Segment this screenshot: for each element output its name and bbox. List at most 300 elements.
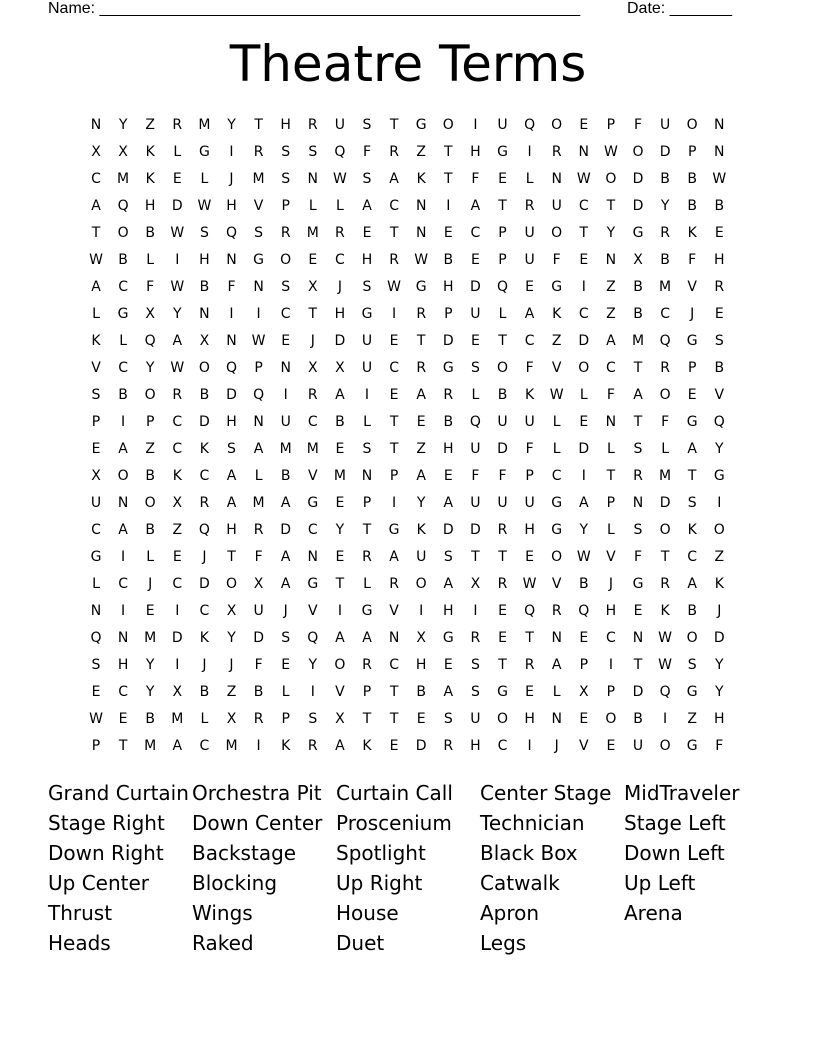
grid-letter: H	[280, 117, 291, 133]
grid-letter: D	[470, 279, 481, 295]
grid-letter: V	[308, 603, 318, 619]
grid-letter: G	[117, 306, 129, 322]
grid-letter: J	[229, 657, 234, 673]
grid-letter: A	[335, 738, 345, 754]
grid-letter: O	[117, 468, 129, 484]
grid-letter: R	[307, 387, 318, 403]
grid-letter: O	[551, 117, 563, 133]
grid-letter: R	[416, 360, 427, 376]
grid-letter: C	[606, 630, 616, 646]
grid-letter: Q	[117, 198, 129, 214]
word-list-item: Stage Left	[624, 811, 726, 835]
grid-letter: F	[715, 738, 724, 754]
grid-letter: V	[389, 603, 399, 619]
grid-letter: O	[632, 144, 644, 160]
grid-letter: R	[172, 387, 183, 403]
grid-letter: H	[470, 144, 481, 160]
word-list-item: Stage Right	[48, 811, 165, 835]
grid-letter: A	[280, 576, 291, 592]
grid-letter: N	[578, 144, 590, 160]
grid-letter: F	[661, 414, 670, 430]
grid-letter: E	[281, 333, 291, 349]
grid-letter: U	[361, 333, 373, 349]
grid-letter: U	[497, 414, 508, 430]
grid-letter: J	[554, 738, 559, 754]
grid-letter: S	[443, 711, 453, 727]
grid-letter: C	[118, 360, 128, 376]
grid-letter: J	[337, 279, 342, 295]
grid-letter: C	[307, 522, 318, 538]
grid-letter: M	[225, 738, 238, 754]
grid-letter: L	[254, 468, 263, 484]
grid-letter: K	[281, 738, 291, 754]
grid-letter: H	[226, 198, 237, 214]
grid-letter: K	[687, 225, 697, 241]
grid-letter: C	[199, 603, 210, 619]
grid-letter: T	[471, 549, 480, 565]
grid-letter: A	[551, 657, 562, 673]
grid-letter: B	[145, 522, 155, 538]
grid-letter: S	[362, 117, 372, 133]
grid-letter: S	[362, 441, 372, 457]
grid-letter: O	[144, 387, 156, 403]
grid-letter: G	[388, 522, 400, 538]
grid-letter: G	[551, 279, 563, 295]
grid-letter: E	[525, 279, 535, 295]
grid-letter: P	[281, 198, 290, 214]
grid-letter: R	[199, 495, 210, 511]
grid-letter: Z	[551, 333, 562, 349]
grid-letter: L	[606, 522, 615, 538]
grid-letter: L	[119, 333, 127, 349]
grid-letter: R	[307, 117, 318, 133]
grid-letter: E	[389, 333, 399, 349]
grid-letter: B	[118, 252, 128, 268]
grid-letter: N	[361, 468, 373, 484]
grid-letter: E	[443, 657, 453, 673]
grid-letter: I	[229, 306, 234, 322]
grid-letter: P	[687, 360, 697, 376]
grid-letter: C	[687, 549, 698, 565]
grid-letter: P	[281, 711, 290, 727]
grid-letter: W	[170, 279, 185, 295]
grid-letter: B	[714, 360, 725, 376]
grid-letter: R	[253, 711, 264, 727]
grid-letter: C	[118, 684, 128, 700]
grid-letter: M	[306, 441, 319, 457]
grid-letter: W	[387, 279, 402, 295]
grid-letter: M	[631, 333, 645, 349]
grid-letter: E	[308, 252, 318, 268]
grid-letter: W	[170, 360, 185, 376]
grid-letter: M	[144, 738, 157, 754]
grid-letter: R	[660, 360, 670, 376]
grid-letter: X	[226, 711, 237, 727]
grid-letter: X	[226, 603, 237, 619]
grid-letter: A	[172, 333, 183, 349]
grid-letter: N	[551, 711, 562, 727]
worksheet-header	[48, 0, 748, 20]
grid-letter: A	[606, 333, 616, 349]
grid-letter: C	[524, 333, 535, 349]
grid-letter: T	[362, 711, 372, 727]
grid-letter: O	[225, 576, 238, 592]
grid-letter: S	[281, 144, 291, 160]
grid-letter: T	[498, 198, 507, 214]
grid-letter: V	[308, 468, 318, 484]
grid-letter: A	[91, 198, 101, 214]
grid-letter: Y	[227, 630, 236, 646]
grid-letter: D	[171, 630, 183, 646]
grid-letter: R	[660, 576, 670, 592]
grid-letter: W	[658, 657, 673, 673]
grid-letter: C	[307, 414, 318, 430]
grid-letter: E	[606, 738, 616, 754]
grid-letter: H	[199, 252, 210, 268]
grid-letter: E	[443, 225, 453, 241]
grid-letter: N	[714, 117, 725, 133]
grid-letter: P	[579, 657, 589, 673]
grid-letter: U	[334, 117, 346, 133]
grid-letter: X	[118, 144, 128, 160]
grid-letter: A	[226, 495, 237, 511]
grid-letter: F	[498, 468, 507, 484]
grid-letter: F	[146, 279, 155, 295]
grid-letter: F	[254, 549, 263, 565]
grid-letter: U	[659, 117, 671, 133]
grid-letter: Z	[226, 684, 237, 700]
grid-letter: K	[145, 144, 155, 160]
grid-letter: L	[579, 387, 588, 403]
grid-letter: F	[525, 441, 534, 457]
grid-letter: C	[389, 198, 399, 214]
grid-letter: W	[170, 225, 185, 241]
grid-letter: E	[498, 171, 507, 187]
grid-letter: A	[172, 738, 183, 754]
grid-letter: F	[227, 279, 236, 295]
grid-letter: S	[470, 360, 480, 376]
grid-letter: X	[308, 279, 318, 295]
grid-letter: U	[524, 252, 535, 268]
grid-letter: E	[416, 711, 426, 727]
grid-letter: O	[659, 522, 671, 538]
grid-letter: I	[121, 603, 126, 619]
grid-letter: N	[280, 360, 291, 376]
grid-letter: S	[254, 225, 264, 241]
grid-letter: O	[686, 630, 698, 646]
grid-letter: R	[172, 117, 183, 133]
grid-letter: U	[253, 603, 264, 619]
grid-letter: E	[362, 225, 372, 241]
grid-letter: F	[362, 144, 372, 160]
word-list-item: Raked	[192, 931, 254, 955]
grid-letter: E	[118, 711, 128, 727]
grid-letter: Z	[714, 549, 725, 565]
grid-letter: O	[144, 495, 156, 511]
grid-letter: M	[279, 441, 292, 457]
grid-letter: V	[335, 684, 345, 700]
grid-letter: A	[416, 468, 426, 484]
grid-letter: U	[497, 495, 508, 511]
grid-letter: H	[443, 603, 454, 619]
grid-letter: L	[308, 198, 317, 214]
grid-letter: U	[551, 198, 562, 214]
grid-letter: A	[335, 387, 345, 403]
grid-letter: C	[199, 738, 210, 754]
grid-letter: M	[333, 468, 346, 484]
grid-letter: A	[253, 441, 264, 457]
grid-letter: I	[256, 738, 261, 754]
grid-letter: A	[362, 630, 372, 646]
grid-letter: Z	[416, 441, 426, 457]
grid-letter: J	[202, 549, 207, 565]
grid-letter: I	[175, 657, 180, 673]
grid-letter: H	[470, 738, 481, 754]
grid-letter: N	[253, 279, 264, 295]
grid-letter: I	[256, 306, 261, 322]
grid-letter: N	[388, 630, 400, 646]
grid-letter: U	[361, 360, 373, 376]
word-list-item: Down Right	[48, 841, 164, 865]
grid-letter: C	[199, 468, 210, 484]
grid-letter: P	[362, 495, 372, 511]
grid-letter: U	[524, 414, 535, 430]
grid-letter: Y	[308, 657, 318, 673]
grid-letter: G	[442, 360, 454, 376]
grid-letter: O	[496, 360, 509, 376]
grid-letter: B	[253, 684, 264, 700]
grid-letter: O	[686, 117, 698, 133]
grid-letter: M	[144, 630, 157, 646]
grid-letter: Z	[145, 117, 155, 133]
grid-letter: Q	[334, 144, 346, 160]
grid-letter: P	[362, 684, 372, 700]
grid-letter: P	[91, 738, 101, 754]
grid-letter: L	[281, 684, 290, 700]
grid-letter: D	[171, 198, 183, 214]
grid-letter: T	[389, 684, 399, 700]
grid-letter: E	[498, 630, 507, 646]
word-list-item: Grand Curtain	[48, 781, 189, 805]
grid-letter: L	[552, 684, 561, 700]
grid-letter: N	[714, 144, 725, 160]
grid-letter: P	[498, 252, 507, 268]
grid-letter: B	[714, 198, 725, 214]
grid-letter: H	[524, 522, 535, 538]
grid-letter: V	[606, 549, 616, 565]
grid-letter: B	[199, 387, 210, 403]
grid-letter: G	[307, 576, 319, 592]
grid-letter: T	[335, 576, 345, 592]
grid-letter: B	[199, 279, 210, 295]
grid-letter: R	[389, 144, 399, 160]
grid-letter: L	[173, 144, 182, 160]
grid-letter: N	[90, 603, 102, 619]
grid-letter: Z	[606, 279, 616, 295]
grid-letter: K	[525, 387, 535, 403]
grid-letter: E	[443, 468, 453, 484]
grid-letter: H	[226, 414, 237, 430]
grid-letter: Z	[172, 522, 183, 538]
grid-letter: R	[443, 738, 454, 754]
grid-letter: M	[306, 225, 319, 241]
grid-letter: O	[578, 360, 590, 376]
grid-letter: P	[525, 468, 534, 484]
grid-letter: B	[660, 252, 670, 268]
grid-letter: I	[364, 387, 370, 403]
grid-letter: T	[498, 333, 507, 349]
grid-letter: U	[524, 495, 535, 511]
word-list-item: MidTraveler	[624, 781, 740, 805]
grid-letter: E	[714, 306, 724, 322]
grid-letter: I	[392, 306, 397, 322]
grid-letter: W	[89, 711, 103, 727]
grid-letter: D	[199, 414, 210, 430]
grid-letter: E	[335, 495, 345, 511]
grid-letter: S	[470, 684, 480, 700]
grid-letter: L	[335, 198, 344, 214]
grid-letter: G	[253, 252, 265, 268]
grid-letter: W	[522, 576, 537, 592]
grid-letter: Y	[579, 522, 589, 538]
grid-letter: Q	[524, 603, 536, 619]
grid-letter: M	[198, 117, 211, 133]
grid-letter: A	[362, 198, 372, 214]
word-list-item: Center Stage	[480, 781, 612, 805]
grid-letter: I	[473, 117, 478, 133]
grid-letter: V	[687, 279, 697, 295]
grid-letter: L	[525, 171, 534, 187]
grid-letter: B	[497, 387, 508, 403]
grid-letter: Y	[660, 198, 670, 214]
grid-letter: H	[443, 279, 454, 295]
grid-letter: R	[443, 387, 454, 403]
grid-letter: B	[687, 603, 697, 619]
grid-letter: D	[659, 144, 671, 160]
grid-letter: W	[603, 144, 618, 160]
grid-letter: J	[283, 603, 288, 619]
grid-letter: D	[226, 387, 237, 403]
grid-letter: H	[117, 657, 129, 673]
grid-letter: B	[687, 171, 697, 187]
grid-letter: L	[200, 711, 209, 727]
grid-letter: B	[687, 198, 697, 214]
grid-letter: S	[714, 333, 724, 349]
grid-letter: N	[226, 333, 237, 349]
word-list-item: Black Box	[480, 841, 578, 865]
grid-letter: G	[361, 306, 373, 322]
grid-letter: L	[200, 171, 209, 187]
grid-letter: R	[416, 306, 427, 322]
grid-letter: F	[525, 360, 534, 376]
grid-letter: U	[470, 441, 481, 457]
grid-letter: W	[576, 171, 591, 187]
grid-letter: L	[146, 252, 155, 268]
grid-letter: Y	[335, 522, 345, 538]
grid-letter: E	[714, 225, 724, 241]
grid-letter: G	[686, 333, 698, 349]
grid-letter: C	[470, 225, 481, 241]
grid-letter: B	[660, 171, 670, 187]
grid-letter: R	[253, 144, 264, 160]
grid-letter: F	[633, 117, 643, 133]
grid-letter: O	[496, 711, 509, 727]
grid-letter: A	[389, 549, 399, 565]
word-list-item: Thrust	[48, 901, 113, 925]
grid-letter: O	[659, 387, 671, 403]
grid-letter: G	[551, 522, 563, 538]
grid-letter: G	[686, 684, 698, 700]
grid-letter: G	[686, 738, 698, 754]
grid-letter: V	[91, 360, 101, 376]
grid-letter: V	[551, 360, 562, 376]
grid-letter: C	[172, 414, 183, 430]
grid-letter: M	[252, 171, 265, 187]
grid-letter: D	[442, 522, 454, 538]
grid-letter: C	[280, 306, 291, 322]
grid-letter: N	[117, 630, 129, 646]
grid-letter: Z	[145, 441, 155, 457]
grid-letter: R	[389, 252, 399, 268]
grid-letter: E	[389, 738, 399, 754]
grid-letter: Z	[606, 306, 616, 322]
page-title: Theatre Terms	[229, 35, 587, 93]
grid-letter: T	[389, 414, 399, 430]
word-list-item: Apron	[480, 901, 540, 925]
grid-letter: W	[712, 171, 727, 187]
grid-letter: E	[470, 252, 480, 268]
grid-letter: N	[551, 171, 562, 187]
grid-letter: T	[687, 468, 697, 484]
grid-letter: O	[415, 576, 427, 592]
grid-letter: G	[415, 117, 427, 133]
grid-letter: J	[202, 657, 207, 673]
word-list-item: Spotlight	[336, 841, 426, 865]
grid-letter: J	[717, 603, 722, 619]
grid-letter: I	[229, 144, 234, 160]
grid-letter: P	[91, 414, 101, 430]
grid-letter: B	[199, 684, 210, 700]
grid-letter: E	[687, 387, 697, 403]
grid-letter: P	[498, 225, 507, 241]
grid-letter: Q	[659, 684, 671, 700]
grid-letter: L	[146, 549, 155, 565]
grid-letter: N	[632, 630, 644, 646]
grid-letter: N	[117, 495, 129, 511]
grid-letter: I	[527, 738, 532, 754]
grid-letter: U	[416, 549, 427, 565]
grid-letter: S	[281, 279, 291, 295]
grid-letter: W	[332, 171, 347, 187]
grid-letter: M	[252, 495, 265, 511]
grid-letter: E	[172, 549, 182, 565]
grid-letter: G	[497, 144, 508, 160]
grid-letter: T	[498, 549, 507, 565]
grid-letter: I	[717, 495, 722, 511]
grid-letter: T	[660, 549, 670, 565]
grid-letter: T	[579, 225, 589, 241]
grid-letter: P	[145, 414, 155, 430]
grid-letter: H	[144, 198, 156, 214]
grid-letter: F	[471, 171, 480, 187]
grid-letter: S	[308, 711, 318, 727]
grid-letter: V	[253, 198, 264, 214]
grid-letter: J	[690, 306, 695, 322]
grid-letter: O	[117, 225, 129, 241]
grid-letter: Q	[578, 603, 590, 619]
grid-letter: X	[335, 711, 345, 727]
grid-letter: L	[363, 576, 371, 592]
